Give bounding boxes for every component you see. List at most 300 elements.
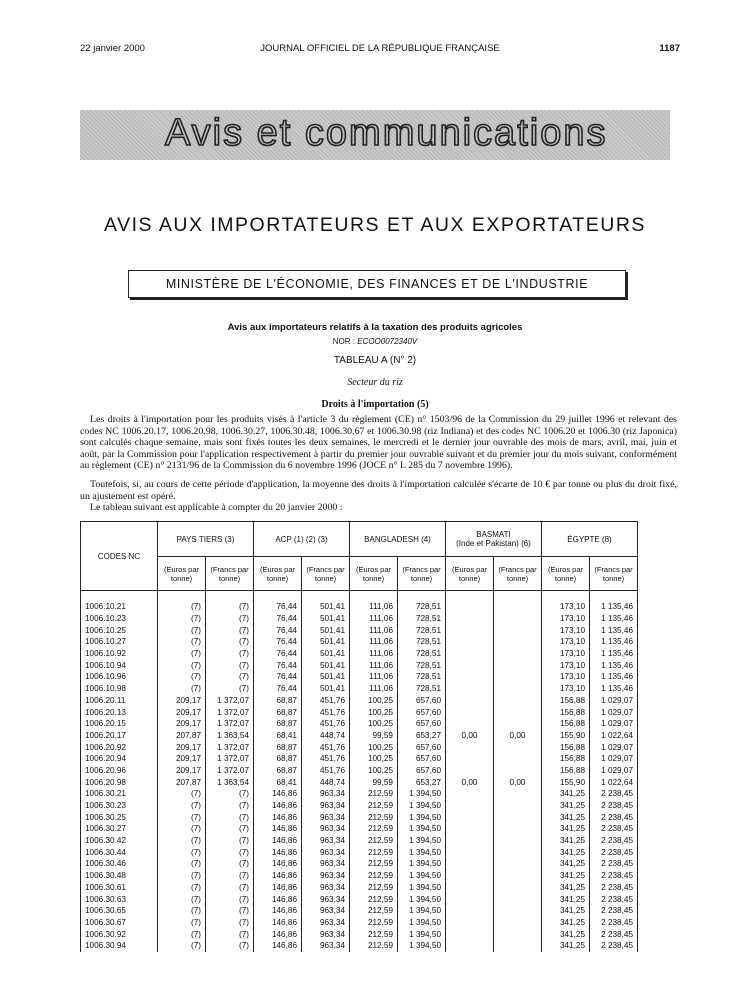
value-cell [494, 811, 542, 823]
value-cell: 1 029,07 [590, 718, 638, 730]
value-cell: 173,10 [542, 648, 590, 660]
value-cell: 1 394,50 [398, 928, 446, 940]
value-cell: 146,86 [254, 823, 302, 835]
basmati-line-1: BASMATI [476, 530, 511, 539]
value-cell: 0,00 [494, 776, 542, 788]
table-row [81, 601, 638, 613]
value-cell: (7) [206, 624, 254, 636]
basmati-line-2: (Inde et Pakistan) (6) [456, 539, 531, 548]
value-cell: 76,44 [254, 659, 302, 671]
value-cell: 657,60 [398, 753, 446, 765]
value-cell: 341,25 [542, 835, 590, 847]
value-cell [494, 905, 542, 917]
value-cell: (7) [158, 659, 206, 671]
nc-code-cell: 1006.30.44 [81, 846, 158, 858]
value-cell: 155,90 [542, 776, 590, 788]
value-cell: 728,51 [398, 636, 446, 648]
value-cell: 173,10 [542, 624, 590, 636]
nor-reference [80, 337, 670, 346]
value-cell: 111,06 [350, 636, 398, 648]
value-cell: (7) [158, 788, 206, 800]
value-cell: 1 394,50 [398, 858, 446, 870]
value-cell [446, 788, 494, 800]
value-cell [494, 917, 542, 929]
value-cell: 146,86 [254, 882, 302, 894]
value-cell: 1 135,46 [590, 624, 638, 636]
table-row [81, 671, 638, 683]
value-cell: (7) [206, 917, 254, 929]
value-cell [446, 765, 494, 777]
value-cell: 1 135,46 [590, 648, 638, 660]
table-row [81, 753, 638, 765]
value-cell [494, 659, 542, 671]
table-row [81, 858, 638, 870]
value-cell [446, 601, 494, 613]
value-cell: 501,41 [302, 683, 350, 695]
value-cell: (7) [158, 823, 206, 835]
value-cell: 1 372,07 [206, 765, 254, 777]
header-page-number: 1187 [659, 43, 680, 54]
value-cell: 100,25 [350, 718, 398, 730]
nor-label: NOR : [332, 337, 358, 346]
value-cell: 1 022,64 [590, 730, 638, 742]
value-cell: 1 135,46 [590, 683, 638, 695]
value-cell [446, 917, 494, 929]
value-cell: 341,25 [542, 823, 590, 835]
value-cell: 653,27 [398, 776, 446, 788]
value-cell: 2 238,45 [590, 905, 638, 917]
value-cell [446, 823, 494, 835]
nc-code-cell: 1006.30.94 [81, 940, 158, 952]
value-cell: 963,34 [302, 940, 350, 952]
table-subheader-row [81, 557, 638, 591]
value-cell: 212,59 [350, 870, 398, 882]
value-cell: 2 238,45 [590, 893, 638, 905]
table-row [81, 659, 638, 671]
value-cell: 1 029,07 [590, 753, 638, 765]
nc-code-cell: 1006.20.13 [81, 706, 158, 718]
value-cell: 657,60 [398, 706, 446, 718]
table-row [81, 893, 638, 905]
value-cell: 209,17 [158, 765, 206, 777]
nc-code-cell: 1006.20.94 [81, 753, 158, 765]
value-cell: 76,44 [254, 601, 302, 613]
nc-code-cell: 1006.10.25 [81, 624, 158, 636]
group-header-egypte: ÉGYPTE (8) [542, 522, 638, 557]
value-cell: 68,87 [254, 741, 302, 753]
value-cell [494, 636, 542, 648]
table-body [81, 591, 638, 952]
group-header-bangladesh: BANGLADESH (4) [350, 522, 446, 557]
value-cell [446, 800, 494, 812]
value-cell [446, 683, 494, 695]
value-cell [494, 800, 542, 812]
value-cell: 657,60 [398, 741, 446, 753]
header-journal-title: JOURNAL OFFICIEL DE LA RÉPUBLIQUE FRANÇAISE [260, 43, 500, 54]
nc-code-cell: 1006.30.25 [81, 811, 158, 823]
value-cell: (7) [206, 858, 254, 870]
value-cell: 2 238,45 [590, 788, 638, 800]
paragraph-3: Le tableau suivant est applicable à compter du 20 janvier 2000 : [90, 502, 343, 513]
value-cell: 111,06 [350, 613, 398, 625]
value-cell: 100,25 [350, 706, 398, 718]
value-cell [494, 683, 542, 695]
value-cell: 146,86 [254, 788, 302, 800]
table-row [81, 940, 638, 952]
value-cell: 501,41 [302, 648, 350, 660]
value-cell: 341,25 [542, 800, 590, 812]
nc-code-cell: 1006.10.27 [81, 636, 158, 648]
nc-code-cell: 1006.20.15 [81, 718, 158, 730]
paragraph-1: Les droits à l'importation pour les produits visés à l'article 3 du règlement (CE) n° 1503/96 de la Commission du 29 juillet 1996 et relevant des codes NC 1006.20.17, 1006.20.98, 1006.30.27, 1006.30.48, 1006.30.67 et 1006.30.98 (riz Indiana) et des codes NC 1006.20 et 1006.30 (riz Japonica) sont calculés chaque semaine, mais sont fixés toutes les deux semaines, le mercredi et le dernier jour ouvrable des mois de mars, avril, mai, juin et août, par la Commission pour l'application respectivement à partir du premier jour ouvrable suivant et du premier jour du mois suivant, conformément au règlement (CE) n° 2131/96 de la Commission du 6 novembre 1996 (JOCE n° L 285 du 7 novembre 1996). [80, 414, 677, 472]
value-cell: 1 029,07 [590, 741, 638, 753]
section-title: AVIS AUX IMPORTATEURS ET AUX EXPORTATEURS [104, 214, 646, 236]
nc-code-cell: 1006.20.17 [81, 730, 158, 742]
value-cell: 657,60 [398, 718, 446, 730]
value-cell [446, 671, 494, 683]
value-cell: (7) [158, 671, 206, 683]
value-cell: 451,76 [302, 706, 350, 718]
value-cell: 76,44 [254, 624, 302, 636]
value-cell: 111,06 [350, 601, 398, 613]
value-cell: 209,17 [158, 706, 206, 718]
value-cell [494, 613, 542, 625]
value-cell [446, 858, 494, 870]
value-cell [446, 624, 494, 636]
group-header-basmati [446, 522, 542, 557]
value-cell: (7) [206, 800, 254, 812]
value-cell: 1 394,50 [398, 811, 446, 823]
paragraph-2: Toutefois, si, au cours de cette période d'application, la moyenne des droits à l'importation calculée s'écarte de 10 € par tonne ou plus du droit fixé, un ajustement est opéré. [80, 479, 677, 502]
unit-euro-header: (Euros par tonne) [254, 557, 302, 591]
value-cell: (7) [206, 788, 254, 800]
value-cell: 1 394,50 [398, 870, 446, 882]
nc-code-cell: 1006.30.23 [81, 800, 158, 812]
table-row [81, 846, 638, 858]
nc-code-cell: 1006.30.63 [81, 893, 158, 905]
value-cell [494, 835, 542, 847]
value-cell: 448,74 [302, 776, 350, 788]
value-cell: 76,44 [254, 671, 302, 683]
value-cell: (7) [206, 928, 254, 940]
value-cell [494, 753, 542, 765]
value-cell [446, 718, 494, 730]
unit-euro-header: (Euros par tonne) [542, 557, 590, 591]
value-cell: 68,41 [254, 730, 302, 742]
table-row [81, 730, 638, 742]
value-cell: 728,51 [398, 671, 446, 683]
value-cell: 76,44 [254, 683, 302, 695]
header-date: 22 janvier 2000 [80, 43, 145, 54]
value-cell: (7) [158, 835, 206, 847]
value-cell: 341,25 [542, 858, 590, 870]
value-cell: 501,41 [302, 601, 350, 613]
table-row [81, 928, 638, 940]
value-cell [446, 870, 494, 882]
table-row [81, 683, 638, 695]
value-cell: 111,06 [350, 683, 398, 695]
value-cell: 2 238,45 [590, 917, 638, 929]
value-cell: (7) [158, 800, 206, 812]
value-cell: 1 394,50 [398, 788, 446, 800]
value-cell: 963,34 [302, 800, 350, 812]
value-cell: 111,06 [350, 671, 398, 683]
value-cell: 1 135,46 [590, 636, 638, 648]
value-cell [446, 811, 494, 823]
value-cell: 728,51 [398, 683, 446, 695]
value-cell: 0,00 [446, 776, 494, 788]
value-cell: 657,60 [398, 765, 446, 777]
value-cell [494, 718, 542, 730]
value-cell: 76,44 [254, 648, 302, 660]
value-cell: 68,41 [254, 776, 302, 788]
table-header-row [81, 522, 638, 557]
value-cell: 1 394,50 [398, 917, 446, 929]
value-cell: 76,44 [254, 636, 302, 648]
value-cell: (7) [206, 811, 254, 823]
unit-franc-header: (Francs par tonne) [494, 557, 542, 591]
value-cell: 1 135,46 [590, 601, 638, 613]
value-cell: 146,86 [254, 870, 302, 882]
value-cell: 212,59 [350, 882, 398, 894]
value-cell: 146,86 [254, 858, 302, 870]
nc-code-cell: 1006.20.96 [81, 765, 158, 777]
nc-code-cell: 1006.30.92 [81, 928, 158, 940]
value-cell: (7) [158, 846, 206, 858]
table-row [81, 823, 638, 835]
value-cell: (7) [158, 648, 206, 660]
value-cell: 212,59 [350, 928, 398, 940]
value-cell: 173,10 [542, 671, 590, 683]
value-cell: 2 238,45 [590, 846, 638, 858]
value-cell: 501,41 [302, 636, 350, 648]
value-cell: 212,59 [350, 846, 398, 858]
value-cell: 2 238,45 [590, 811, 638, 823]
value-cell: 212,59 [350, 858, 398, 870]
value-cell: (7) [206, 671, 254, 683]
sector-label: Secteur du riz [347, 377, 403, 388]
value-cell [494, 940, 542, 952]
value-cell: (7) [206, 613, 254, 625]
table-row [81, 788, 638, 800]
nc-code-cell: 1006.20.98 [81, 776, 158, 788]
value-cell: 209,17 [158, 753, 206, 765]
nc-code-cell: 1006.10.94 [81, 659, 158, 671]
value-cell: 212,59 [350, 788, 398, 800]
value-cell: 2 238,45 [590, 858, 638, 870]
value-cell: 963,34 [302, 882, 350, 894]
notice-subtitle: Droits à l'importation (5) [321, 399, 429, 410]
table-row [81, 917, 638, 929]
value-cell: 111,06 [350, 624, 398, 636]
nc-code-cell: 1006.30.46 [81, 858, 158, 870]
value-cell: 212,59 [350, 835, 398, 847]
value-cell: (7) [206, 636, 254, 648]
value-cell: 156,88 [542, 765, 590, 777]
value-cell [494, 823, 542, 835]
value-cell: (7) [158, 624, 206, 636]
value-cell: 341,25 [542, 905, 590, 917]
unit-euro-header: (Euros par tonne) [158, 557, 206, 591]
nc-code-cell: 1006.30.65 [81, 905, 158, 917]
value-cell: 1 135,46 [590, 671, 638, 683]
table-label: TABLEAU A (N° 2) [333, 355, 417, 366]
value-cell [446, 905, 494, 917]
value-cell: (7) [158, 893, 206, 905]
table-row [81, 800, 638, 812]
value-cell: 0,00 [494, 730, 542, 742]
value-cell: 68,87 [254, 706, 302, 718]
value-cell [446, 648, 494, 660]
value-cell: 1 394,50 [398, 882, 446, 894]
value-cell [494, 671, 542, 683]
value-cell: 1 394,50 [398, 800, 446, 812]
banner-title: Avis et communications [165, 112, 608, 154]
value-cell: (7) [158, 882, 206, 894]
value-cell: 963,34 [302, 893, 350, 905]
value-cell [494, 870, 542, 882]
value-cell: 1 029,07 [590, 695, 638, 707]
notice-title: Avis aux importateurs relatifs à la taxation des produits agricoles [227, 322, 523, 333]
table-row [81, 905, 638, 917]
value-cell: 156,88 [542, 695, 590, 707]
value-cell [446, 741, 494, 753]
value-cell: (7) [206, 882, 254, 894]
value-cell [446, 706, 494, 718]
table-row [81, 718, 638, 730]
value-cell: 451,76 [302, 718, 350, 730]
value-cell: 146,86 [254, 835, 302, 847]
value-cell: (7) [206, 835, 254, 847]
table-row [81, 648, 638, 660]
value-cell: 146,86 [254, 905, 302, 917]
value-cell: 2 238,45 [590, 800, 638, 812]
nc-code-cell: 1006.30.21 [81, 788, 158, 800]
value-cell: 146,86 [254, 940, 302, 952]
value-cell: (7) [206, 846, 254, 858]
section-banner [80, 110, 670, 160]
value-cell: (7) [206, 659, 254, 671]
group-header-pays-tiers: PAYS TIERS (3) [158, 522, 254, 557]
value-cell: (7) [158, 905, 206, 917]
value-cell: (7) [206, 601, 254, 613]
value-cell: 146,86 [254, 811, 302, 823]
value-cell: (7) [206, 870, 254, 882]
value-cell: 1 372,07 [206, 718, 254, 730]
value-cell: 1 372,07 [206, 753, 254, 765]
value-cell [446, 659, 494, 671]
value-cell [494, 882, 542, 894]
value-cell: 146,86 [254, 800, 302, 812]
value-cell: (7) [158, 683, 206, 695]
value-cell [446, 928, 494, 940]
value-cell: 68,87 [254, 695, 302, 707]
value-cell [494, 928, 542, 940]
value-cell: 209,17 [158, 718, 206, 730]
value-cell: 207,87 [158, 776, 206, 788]
value-cell: 1 029,07 [590, 706, 638, 718]
value-cell: 728,51 [398, 659, 446, 671]
value-cell: 0,00 [446, 730, 494, 742]
value-cell: 209,17 [158, 741, 206, 753]
value-cell: 2 238,45 [590, 870, 638, 882]
value-cell: 209,17 [158, 695, 206, 707]
nor-value: ECOO0072340V [357, 337, 418, 346]
value-cell: 657,60 [398, 695, 446, 707]
value-cell: (7) [158, 811, 206, 823]
value-cell: 1 363,54 [206, 776, 254, 788]
table-row [81, 613, 638, 625]
value-cell: 728,51 [398, 601, 446, 613]
value-cell: 156,88 [542, 753, 590, 765]
nc-code-cell: 1006.30.61 [81, 882, 158, 894]
value-cell: 1 029,07 [590, 765, 638, 777]
page-header [80, 43, 680, 57]
value-cell: 451,76 [302, 753, 350, 765]
value-cell: 100,25 [350, 753, 398, 765]
value-cell: 146,86 [254, 846, 302, 858]
value-cell: 2 238,45 [590, 940, 638, 952]
value-cell: 2 238,45 [590, 882, 638, 894]
table-row [81, 695, 638, 707]
nc-code-cell: 1006.10.96 [81, 671, 158, 683]
value-cell: 728,51 [398, 613, 446, 625]
value-cell [494, 601, 542, 613]
value-cell [446, 753, 494, 765]
value-cell: (7) [158, 870, 206, 882]
unit-euro-header: (Euros par tonne) [350, 557, 398, 591]
value-cell: 1 394,50 [398, 823, 446, 835]
value-cell: 728,51 [398, 648, 446, 660]
table-row [81, 765, 638, 777]
table-row [81, 741, 638, 753]
value-cell: 212,59 [350, 905, 398, 917]
value-cell [446, 893, 494, 905]
value-cell: 212,59 [350, 811, 398, 823]
value-cell: 2 238,45 [590, 823, 638, 835]
value-cell: (7) [158, 858, 206, 870]
ministry-name: MINISTÈRE DE L'ÉCONOMIE, DES FINANCES ET DE L'INDUSTRIE [165, 277, 589, 291]
nc-code-cell: 1006.30.48 [81, 870, 158, 882]
value-cell: 156,88 [542, 741, 590, 753]
value-cell: 963,34 [302, 905, 350, 917]
value-cell: 1 135,46 [590, 659, 638, 671]
value-cell: 68,87 [254, 718, 302, 730]
value-cell [494, 741, 542, 753]
value-cell [494, 893, 542, 905]
value-cell: 68,87 [254, 765, 302, 777]
value-cell: 100,25 [350, 765, 398, 777]
value-cell: 341,25 [542, 811, 590, 823]
value-cell: 1 363,54 [206, 730, 254, 742]
table-row [81, 835, 638, 847]
value-cell: 76,44 [254, 613, 302, 625]
value-cell: 341,25 [542, 846, 590, 858]
value-cell: 341,25 [542, 788, 590, 800]
codes-nc-header: CODES NC [81, 522, 158, 591]
value-cell: 212,59 [350, 823, 398, 835]
value-cell [494, 788, 542, 800]
value-cell: 1 372,07 [206, 741, 254, 753]
table-row [81, 636, 638, 648]
value-cell: 341,25 [542, 928, 590, 940]
value-cell: 100,25 [350, 741, 398, 753]
value-cell: 212,59 [350, 940, 398, 952]
value-cell: 68,87 [254, 753, 302, 765]
value-cell: 1 394,50 [398, 835, 446, 847]
table-row [81, 870, 638, 882]
value-cell: 173,10 [542, 601, 590, 613]
